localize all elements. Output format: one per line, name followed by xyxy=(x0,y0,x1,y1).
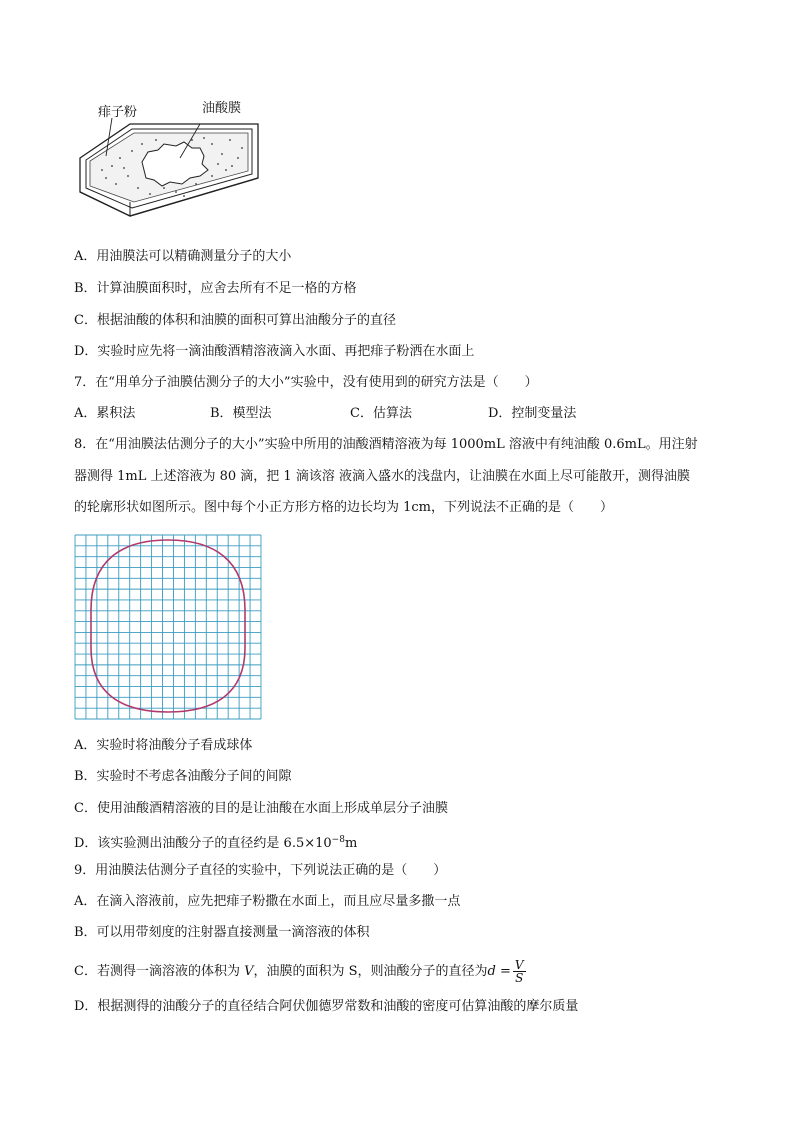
q6-option-a: A．用油膜法可以精确测量分子的大小 xyxy=(74,249,292,264)
q9-stem: 9．用油膜法估测分子直径的实验中，下列说法正确的是（ ） xyxy=(74,863,447,878)
q9-option-c-fraction xyxy=(513,959,526,984)
q9-option-c-d: d xyxy=(487,964,496,979)
q6-option-b: B．计算油膜面积时，应舍去所有不足一格的方格 xyxy=(74,281,357,296)
q7-options xyxy=(74,404,576,424)
q9-option-a: A．在滴入溶液前，应先把痱子粉撒在水面上，而且应尽量多撒一点 xyxy=(74,894,461,909)
q7-option-c: C．估算法 xyxy=(350,406,412,421)
q8-option-d-unit: m xyxy=(344,836,358,851)
q9-option-c xyxy=(74,959,526,984)
q8-stem-line3: 的轮廓形状如图所示。图中每个小正方形方格的边长均为 1cm，下列说法不正确的是（ ） xyxy=(74,500,614,515)
q6-option-c: C．根据油酸的体积和油膜的面积可算出油酸分子的直径 xyxy=(74,313,396,328)
grid-lines xyxy=(75,535,261,719)
q7-option-a: A．累积法 xyxy=(74,406,136,421)
q9-fraction-denominator: S xyxy=(515,971,524,985)
q9-option-c-eq: = xyxy=(495,964,511,979)
q9-fraction-numerator: V xyxy=(514,958,524,972)
q8-option-d-text: D．该实验测出油酸分子的直径约是 6.5×10 xyxy=(74,836,332,851)
q9-option-c-v: V xyxy=(244,964,254,979)
q9-option-c-text1: C．若测得一滴溶液的体积为 xyxy=(74,964,245,979)
q8-option-c: C．使用油酸酒精溶液的目的是让油酸在水面上形成单层分子油膜 xyxy=(74,801,448,816)
q7-stem: 7．在“用单分子油膜估测分子的大小”实验中，没有使用到的研究方法是（ ） xyxy=(74,375,538,390)
q8-option-a: A．实验时将油酸分子看成球体 xyxy=(74,738,253,753)
q8-stem-line1: 8．在“用油膜法估测分子的大小”实验中所用的油酸酒精溶液为每 1000mL 溶液中有纯油酸 0.6mL。用注射 xyxy=(74,437,698,452)
oil-film-grid-figure xyxy=(74,534,262,720)
q9-option-c-text2: ，油膜的面积为 S，则油酸分子的直径为 xyxy=(253,964,488,979)
q8-option-d-exponent: −8 xyxy=(331,835,345,845)
q9-option-d: D．根据测得的油酸分子的直径结合阿伏伽德罗常数和油酸的密度可估算油酸的摩尔质量 xyxy=(74,999,579,1014)
q6-option-d: D．实验时应先将一滴油酸酒精溶液滴入水面、再把痱子粉洒在水面上 xyxy=(74,344,475,359)
q8-option-b: B．实验时不考虑各油酸分子间的间隙 xyxy=(74,769,292,784)
label-powder: 痱子粉 xyxy=(98,105,138,120)
q7-option-d: D．控制变量法 xyxy=(488,406,577,421)
tray-figure xyxy=(72,96,262,231)
label-oil-film: 油酸膜 xyxy=(202,101,242,116)
q7-option-b: B．模型法 xyxy=(210,406,272,421)
q8-option-d xyxy=(74,830,357,854)
q9-option-b: B．可以用带刻度的注射器直接测量一滴溶液的体积 xyxy=(74,925,370,940)
q8-stem-line2: 器测得 1mL 上述溶液为 80 滴，把 1 滴该溶 液滴入盛水的浅盘内，让油膜在水面上尽可能散开，测得油膜 xyxy=(74,469,690,484)
